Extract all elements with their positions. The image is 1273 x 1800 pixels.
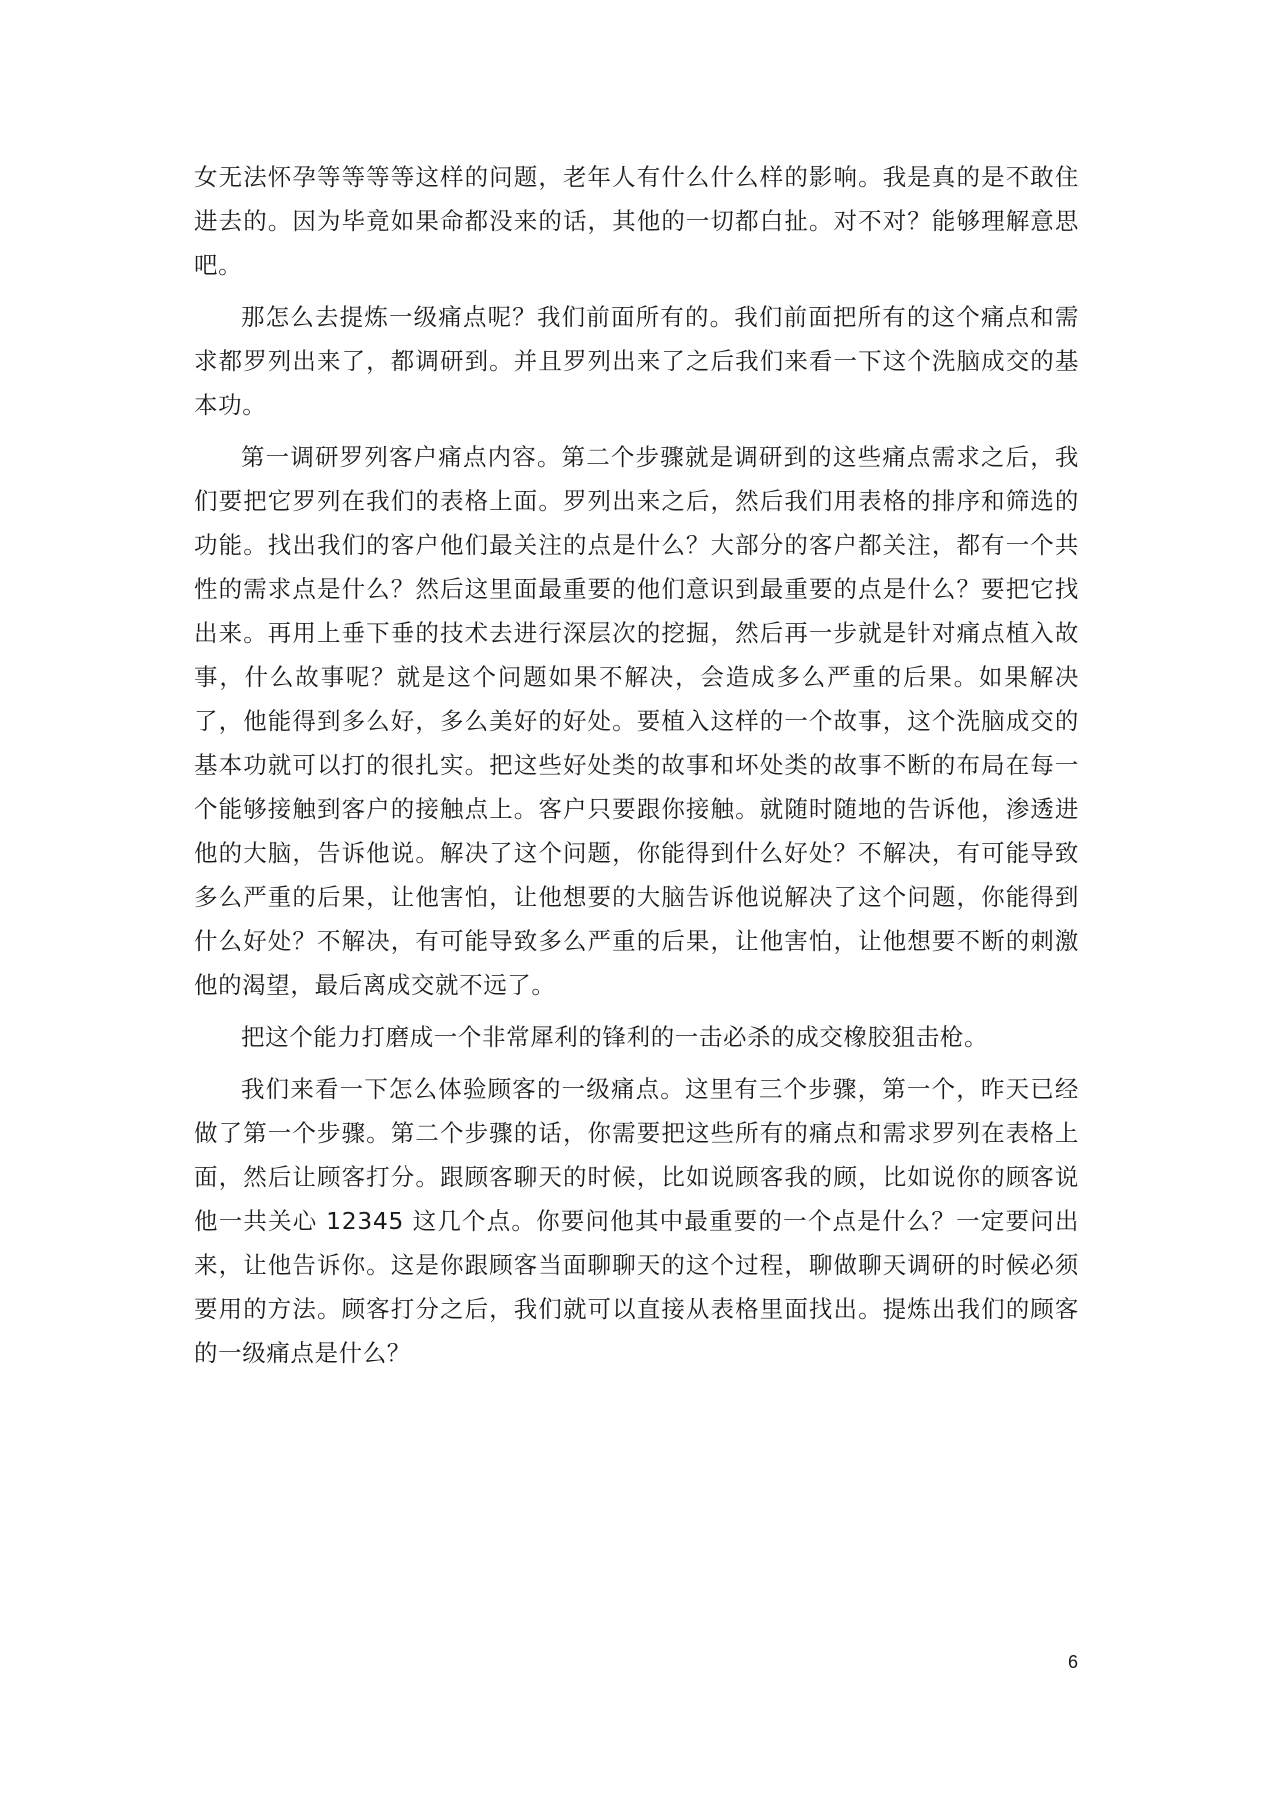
page-number: 6: [1068, 1652, 1079, 1672]
paragraph-1: 女无法怀孕等等等等这样的问题，老年人有什么什么样的影响。我是真的是不敢住进去的。因为毕竟如果命都没来的话，其他的一切都白扯。对不对？能够理解意思吧。: [194, 163, 1079, 279]
paragraph-5: 我们来看一下怎么体验顾客的一级痛点。这里有三个步骤，第一个，昨天已经做了第一个步骤。第二个步骤的话，你需要把这些所有的痛点和需求罗列在表格上面，然后让顾客打分。跟顾客聊天的时候，比如说顾客我的顾，比如说你的顾客说他一共关心 12345 这几个点。你要问他其中最重要的一个点是什么？一定要问出来，让他告诉你。这是你跟顾客当面聊聊天的这个过程，聊做聊天调研的时候必须要用的方法。顾客打分之后，我们就可以直接从表格里面找出。提炼出我们的顾客的一级痛点是什么？: [194, 1075, 1079, 1367]
paragraph-4: 把这个能力打磨成一个非常犀利的锋利的一击必杀的成交橡胶狙击枪。: [241, 1023, 989, 1051]
paragraph-2: 那怎么去提炼一级痛点呢？我们前面所有的。我们前面把所有的这个痛点和需求都罗列出来了，都调研到。并且罗列出来了之后我们来看一下这个洗脑成交的基本功。: [194, 303, 1079, 419]
body-text: [194, 155, 1079, 1383]
paragraph-3: 第一调研罗列客户痛点内容。第二个步骤就是调研到的这些痛点需求之后，我们要把它罗列在我们的表格上面。罗列出来之后，然后我们用表格的排序和筛选的功能。找出我们的客户他们最关注的点是什么？大部分的客户都关注，都有一个共性的需求点是什么？然后这里面最重要的他们意识到最重要的点是什么？要把它找出来。再用上垂下垂的技术去进行深层次的挖掘，然后再一步就是针对痛点植入故事，什么故事呢？就是这个问题如果不解决，会造成多么严重的后果。如果解决了，他能得到多么好，多么美好的好处。要植入这样的一个故事，这个洗脑成交的基本功就可以打的很扎实。把这些好处类的故事和坏处类的故事不断的布局在每一个能够接触到客户的接触点上。客户只要跟你接触。就随时随地的告诉他，渗透进他的大脑，告诉他说。解决了这个问题，你能得到什么好处？不解决，有可能导致多么严重的后果，让他害怕，让他想要的大脑告诉他说解决了这个问题，你能得到什么好处？不解决，有可能导致多么严重的后果，让他害怕，让他想要不断的刺激他的渴望，最后离成交就不远了。: [194, 443, 1079, 999]
